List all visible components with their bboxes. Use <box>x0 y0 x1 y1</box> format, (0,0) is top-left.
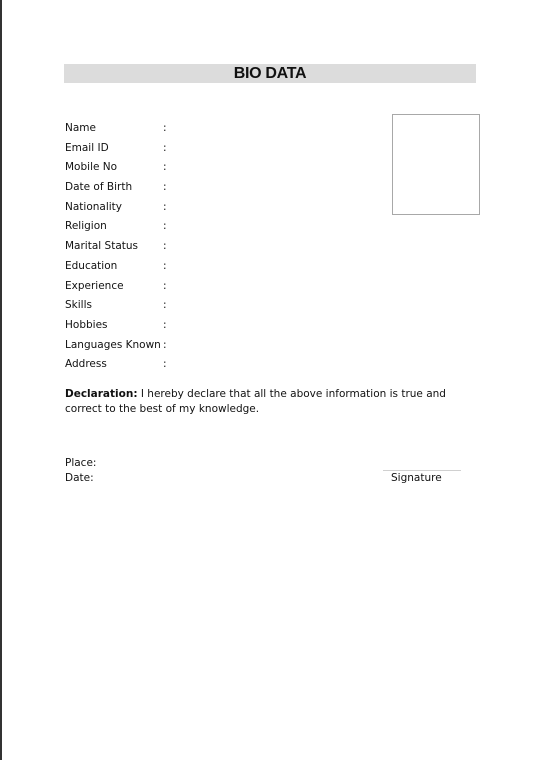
field-separator: : <box>163 220 167 233</box>
declaration-label: Declaration: <box>65 388 138 400</box>
page-edge <box>0 0 2 760</box>
place-label: Place: <box>65 457 97 469</box>
field-separator: : <box>163 299 167 312</box>
field-label: Experience <box>65 279 124 292</box>
field-label: Date of Birth <box>65 181 133 194</box>
field-separator: : <box>163 358 167 371</box>
field-separator: : <box>163 161 167 174</box>
signature-label: Signature <box>391 472 442 484</box>
field-label: Languages Known <box>65 338 161 351</box>
field-label: Address <box>65 358 107 371</box>
document-title: BIO DATA <box>233 64 307 82</box>
field-separator: : <box>163 318 167 331</box>
field-label: Nationality <box>65 200 123 213</box>
field-separator: : <box>163 200 167 213</box>
field-separator: : <box>163 279 167 292</box>
photo-box <box>392 114 480 215</box>
field-separator: : <box>163 122 167 134</box>
declaration-text: I hereby declare that all the above information is true and correct to the best of my knowledge. <box>65 388 446 415</box>
field-separator: : <box>163 338 167 351</box>
declaration-paragraph <box>65 387 475 417</box>
field-label: Name <box>65 122 96 134</box>
title-bar <box>64 64 476 83</box>
field-separator: : <box>163 181 167 194</box>
field-label: Marital Status <box>65 240 138 253</box>
field-label: Skills <box>65 299 92 312</box>
field-label: Email ID <box>65 141 109 154</box>
field-label: Education <box>65 259 118 272</box>
field-separator: : <box>163 141 167 154</box>
field-label: Mobile No <box>65 161 118 174</box>
field-separator: : <box>163 240 167 253</box>
field-label: Religion <box>65 220 107 233</box>
field-label: Hobbies <box>65 318 108 331</box>
place-date-block <box>65 456 96 486</box>
date-label: Date: <box>65 472 94 484</box>
field-separator: : <box>163 259 167 272</box>
